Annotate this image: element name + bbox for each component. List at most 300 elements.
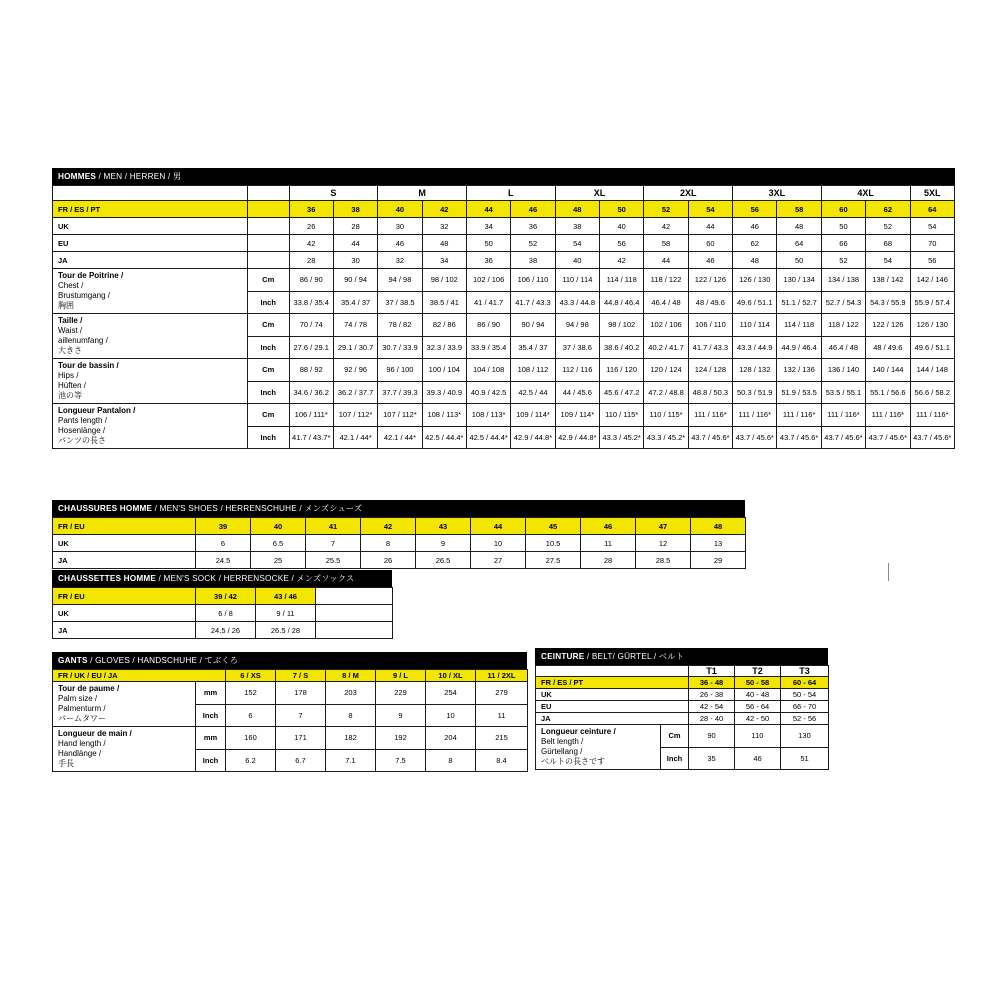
measure-label-line: Longueur de main / <box>58 729 132 738</box>
shoes-value: 25 <box>251 552 306 569</box>
men-measure-row-cm <box>53 269 955 292</box>
men-measure-value-cm: 140 / 144 <box>866 359 910 382</box>
men-measure-row-cm <box>53 404 955 427</box>
men-measure-value-inch: 56.6 / 58.2 <box>910 381 954 404</box>
measure-label-line: Longueur ceinture / <box>541 727 616 736</box>
men-size-group: 3XL <box>733 186 822 201</box>
gloves-size-value: 10 / XL <box>426 670 476 682</box>
men-measure-value-cm: 114 / 118 <box>777 314 821 337</box>
shoes-value: 6.5 <box>251 535 306 552</box>
gloves-measure-value-inch: 9 <box>376 704 426 727</box>
measure-label-line: aillenumfang / <box>58 336 108 345</box>
belt-measure-value-cm: 110 <box>735 725 781 748</box>
socks-row-label: JA <box>53 622 196 639</box>
men-code-value: 58 <box>777 201 821 218</box>
gloves-measure-value-inch: 6 <box>226 704 276 727</box>
men-measure-value-cm: 98 / 102 <box>422 269 466 292</box>
gloves-measure-value-inch: 8 <box>326 704 376 727</box>
belt-code-row <box>536 701 829 713</box>
gloves-measure-value-mm: 192 <box>376 727 426 750</box>
shoes-value: 10.5 <box>526 535 581 552</box>
men-measure-value-inch: 48.8 / 50.3 <box>688 381 732 404</box>
gloves-size-value: 7 / S <box>276 670 326 682</box>
belt-table <box>535 665 829 770</box>
men-code-value: 64 <box>910 201 954 218</box>
gloves-measure-value-mm: 279 <box>476 682 528 705</box>
unit-inch: Inch <box>247 426 289 449</box>
men-measure-value-cm: 98 / 102 <box>599 314 643 337</box>
men-measure-value-cm: 130 / 134 <box>777 269 821 292</box>
belt-code-row-label: EU <box>536 701 689 713</box>
men-code-value: 70 <box>910 235 954 252</box>
men-code-value: 62 <box>733 235 777 252</box>
men-measure-value-cm: 70 / 74 <box>289 314 333 337</box>
men-measure-value-cm: 106 / 110 <box>688 314 732 337</box>
men-measure-value-inch: 43.7 / 45.6* <box>821 426 865 449</box>
measure-label-line: ベルトの長さです <box>541 757 605 766</box>
shoes-value: 39 <box>196 518 251 535</box>
belt-title-bold: CEINTURE <box>541 652 585 661</box>
unit-cm: Cm <box>247 404 289 427</box>
men-measure-value-cm: 144 / 148 <box>910 359 954 382</box>
men-size-group: 5XL <box>910 186 954 201</box>
socks-row <box>53 588 393 605</box>
men-measure-value-cm: 132 / 136 <box>777 359 821 382</box>
men-code-row-label: JA <box>53 252 248 269</box>
gloves-measure-value-mm: 152 <box>226 682 276 705</box>
men-code-value: 34 <box>466 218 510 235</box>
shoes-value: 13 <box>691 535 746 552</box>
men-code-value: 48 <box>555 201 599 218</box>
unit-inch: Inch <box>661 747 689 770</box>
men-measure-value-inch: 42.9 / 44.8* <box>511 426 555 449</box>
men-code-row <box>53 201 955 218</box>
measure-label-line: Pants length / <box>58 416 107 425</box>
shoes-value: 47 <box>636 518 691 535</box>
men-measure-value-cm: 128 / 132 <box>733 359 777 382</box>
men-code-value: 54 <box>866 252 910 269</box>
men-measure-value-cm: 122 / 126 <box>688 269 732 292</box>
men-code-value: 64 <box>777 235 821 252</box>
men-code-value: 48 <box>733 252 777 269</box>
measure-label-line: Tour de Poitrine / <box>58 271 124 280</box>
shoes-row-label: UK <box>53 535 196 552</box>
page-tick-mark <box>888 563 889 581</box>
men-measure-value-cm: 92 / 96 <box>333 359 377 382</box>
measure-label-line: Longueur Pantalon / <box>58 406 136 415</box>
men-measure-value-cm: 110 / 115* <box>599 404 643 427</box>
shoes-value: 27 <box>471 552 526 569</box>
men-code-value: 40 <box>378 201 422 218</box>
measure-label-line: Hosenlänge / <box>58 426 106 435</box>
men-measure-value-inch: 43.3 / 45.2* <box>644 426 688 449</box>
shoes-value: 48 <box>691 518 746 535</box>
mens-shoes-table <box>52 517 746 569</box>
men-code-row-label: EU <box>53 235 248 252</box>
socks-value: 26.5 / 28 <box>256 622 316 639</box>
men-measure-value-inch: 37.7 / 39.3 <box>378 381 422 404</box>
socks-row-label: FR / EU <box>53 588 196 605</box>
unit-mm: mm <box>196 682 226 705</box>
belt-code-row <box>536 713 829 725</box>
gloves-measure-label <box>53 682 196 727</box>
men-measure-value-inch: 42.5 / 44.4* <box>466 426 510 449</box>
men-code-row-label: UK <box>53 218 248 235</box>
men-measure-value-inch: 41.7 / 43.7* <box>289 426 333 449</box>
men-code-value: 32 <box>422 218 466 235</box>
men-code-value: 52 <box>644 201 688 218</box>
gloves-measure-value-inch: 7 <box>276 704 326 727</box>
gloves-measure-label <box>53 727 196 772</box>
measure-label-line: 胸囲 <box>58 301 74 310</box>
men-measure-value-inch: 43.3 / 44.8 <box>555 291 599 314</box>
gloves-title-bold: GANTS <box>58 656 88 665</box>
men-measure-value-cm: 118 / 122 <box>644 269 688 292</box>
belt-measure-row-cm <box>536 725 829 748</box>
men-code-value: 42 <box>289 235 333 252</box>
gloves-measure-value-mm: 203 <box>326 682 376 705</box>
unit-cm: Cm <box>247 314 289 337</box>
men-code-value: 46 <box>733 218 777 235</box>
gloves-measure-value-mm: 171 <box>276 727 326 750</box>
men-code-value: 50 <box>777 252 821 269</box>
men-code-value: 44 <box>466 201 510 218</box>
men-measure-value-cm: 104 / 108 <box>466 359 510 382</box>
men-measure-value-inch: 43.3 / 45.2* <box>599 426 643 449</box>
men-code-value: 42 <box>422 201 466 218</box>
men-code-value: 44 <box>333 235 377 252</box>
men-code-value: 46 <box>378 235 422 252</box>
men-measure-label <box>53 404 248 449</box>
men-measure-value-inch: 43.7 / 45.6* <box>688 426 732 449</box>
gloves-measure-value-inch: 8 <box>426 749 476 772</box>
men-measure-value-inch: 44.9 / 46.4 <box>777 336 821 359</box>
gloves-size-value: 11 / 2XL <box>476 670 528 682</box>
belt-code-row-label: FR / ES / PT <box>536 677 689 689</box>
socks-spacer-cell <box>316 622 393 639</box>
men-unit-cell <box>247 235 289 252</box>
men-measure-value-inch: 33.8 / 35.4 <box>289 291 333 314</box>
men-code-value: 40 <box>599 218 643 235</box>
belt-size-header: T1 <box>689 666 735 677</box>
unit-inch: Inch <box>247 381 289 404</box>
gloves-table <box>52 669 528 772</box>
spacer-cell <box>53 186 248 201</box>
men-measure-value-inch: 41 / 41.7 <box>466 291 510 314</box>
socks-value: 39 / 42 <box>196 588 256 605</box>
men-measure-value-cm: 111 / 116* <box>777 404 821 427</box>
men-size-group: 4XL <box>821 186 910 201</box>
socks-spacer-cell <box>316 588 393 605</box>
men-code-value: 56 <box>733 201 777 218</box>
men-code-value: 30 <box>333 252 377 269</box>
men-measure-value-inch: 38.5 / 41 <box>422 291 466 314</box>
men-code-value: 50 <box>466 235 510 252</box>
shoes-value: 26 <box>361 552 416 569</box>
gloves-measure-value-mm: 204 <box>426 727 476 750</box>
men-measure-value-inch: 27.6 / 29.1 <box>289 336 333 359</box>
men-measure-row-cm <box>53 314 955 337</box>
men-code-value: 60 <box>821 201 865 218</box>
men-measure-value-cm: 74 / 78 <box>333 314 377 337</box>
men-code-value: 50 <box>821 218 865 235</box>
gloves-measure-value-mm: 254 <box>426 682 476 705</box>
men-code-value: 30 <box>378 218 422 235</box>
belt-size-header-row <box>536 666 829 677</box>
shoes-value: 12 <box>636 535 691 552</box>
belt-code-value: 42 - 50 <box>735 713 781 725</box>
gloves-measure-value-mm: 229 <box>376 682 426 705</box>
belt-code-value: 36 - 48 <box>689 677 735 689</box>
belt-code-value: 52 - 56 <box>781 713 829 725</box>
men-measure-label <box>53 359 248 404</box>
shoes-value: 27.5 <box>526 552 581 569</box>
socks-row-label: UK <box>53 605 196 622</box>
belt-section <box>535 648 828 770</box>
men-code-value: 46 <box>688 252 732 269</box>
men-measure-value-inch: 43.7 / 45.6* <box>777 426 821 449</box>
men-measure-value-inch: 44 / 45.6 <box>555 381 599 404</box>
men-measure-value-cm: 106 / 111* <box>289 404 333 427</box>
men-size-group-row <box>53 186 955 201</box>
men-measure-value-cm: 100 / 104 <box>422 359 466 382</box>
men-code-value: 26 <box>289 218 333 235</box>
gloves-measure-value-inch: 7.5 <box>376 749 426 772</box>
belt-measure-value-inch: 35 <box>689 747 735 770</box>
men-code-value: 58 <box>644 235 688 252</box>
belt-code-value: 42 - 54 <box>689 701 735 713</box>
shoes-value: 46 <box>581 518 636 535</box>
shoes-row <box>53 552 746 569</box>
measure-label-line: Handlänge / <box>58 749 102 758</box>
gloves-section <box>52 652 527 772</box>
men-code-value: 44 <box>644 252 688 269</box>
men-measure-value-cm: 122 / 126 <box>866 314 910 337</box>
men-code-value: 36 <box>511 218 555 235</box>
men-measure-value-inch: 48 / 49.6 <box>866 336 910 359</box>
men-measure-value-inch: 43.7 / 45.6* <box>733 426 777 449</box>
shoes-value: 28.5 <box>636 552 691 569</box>
men-measure-value-cm: 108 / 112 <box>511 359 555 382</box>
men-measure-value-cm: 109 / 114* <box>555 404 599 427</box>
shoes-value: 44 <box>471 518 526 535</box>
men-measure-value-cm: 94 / 98 <box>555 314 599 337</box>
belt-measure-value-inch: 46 <box>735 747 781 770</box>
men-measure-value-inch: 40.9 / 42.5 <box>466 381 510 404</box>
shoes-row-label: FR / EU <box>53 518 196 535</box>
belt-code-row-label: UK <box>536 689 689 701</box>
men-measure-value-inch: 49.6 / 51.1 <box>910 336 954 359</box>
gloves-section-title <box>52 652 527 669</box>
men-size-group: 2XL <box>644 186 733 201</box>
men-code-value: 66 <box>821 235 865 252</box>
measure-label-line: 池の等 <box>58 391 82 400</box>
socks-title-rest: / MEN'S SOCK / HERRENSOCKE / メンズソックス <box>156 574 355 583</box>
men-code-value: 34 <box>422 252 466 269</box>
men-measure-value-inch: 37 / 38.6 <box>555 336 599 359</box>
shoes-value: 10 <box>471 535 526 552</box>
men-code-row <box>53 235 955 252</box>
men-measure-value-inch: 40.2 / 41.7 <box>644 336 688 359</box>
gloves-measure-value-mm: 182 <box>326 727 376 750</box>
socks-section-title <box>52 570 392 587</box>
socks-spacer-cell <box>316 605 393 622</box>
shoes-value: 6 <box>196 535 251 552</box>
men-measure-value-inch: 29.1 / 30.7 <box>333 336 377 359</box>
men-measure-value-inch: 51.1 / 52.7 <box>777 291 821 314</box>
men-code-value: 44 <box>688 218 732 235</box>
men-code-value: 54 <box>910 218 954 235</box>
men-title-bold: HOMMES <box>58 172 97 181</box>
gloves-measure-value-inch: 11 <box>476 704 528 727</box>
men-measure-value-inch: 39.3 / 40.9 <box>422 381 466 404</box>
socks-title-bold: CHAUSSETTES HOMME <box>58 574 157 583</box>
men-measure-value-cm: 107 / 112* <box>333 404 377 427</box>
gloves-measure-row-mm <box>53 682 528 705</box>
gloves-measure-value-inch: 6.2 <box>226 749 276 772</box>
men-measure-value-cm: 111 / 116* <box>821 404 865 427</box>
men-measure-label <box>53 269 248 314</box>
belt-code-value: 28 - 40 <box>689 713 735 725</box>
men-size-group: L <box>466 186 555 201</box>
shoes-value: 40 <box>251 518 306 535</box>
measure-label-line: Brustumgang / <box>58 291 111 300</box>
measure-label-line: 手長 <box>58 759 74 768</box>
shoes-value: 8 <box>361 535 416 552</box>
unit-cm: Cm <box>661 725 689 748</box>
belt-code-row <box>536 689 829 701</box>
mens-socks-section <box>52 570 392 639</box>
belt-code-row <box>536 677 829 689</box>
gloves-measure-value-inch: 8.4 <box>476 749 528 772</box>
men-measure-value-cm: 110 / 115* <box>644 404 688 427</box>
mens-socks-table <box>52 587 393 639</box>
men-measure-value-inch: 36.2 / 37.7 <box>333 381 377 404</box>
men-code-value: 68 <box>866 235 910 252</box>
men-measure-value-inch: 48 / 49.6 <box>688 291 732 314</box>
men-measure-value-cm: 112 / 116 <box>555 359 599 382</box>
men-measure-value-cm: 136 / 140 <box>821 359 865 382</box>
belt-measure-value-cm: 90 <box>689 725 735 748</box>
unit-inch: Inch <box>247 336 289 359</box>
men-measure-value-cm: 108 / 113* <box>422 404 466 427</box>
men-measure-value-inch: 51.9 / 53.5 <box>777 381 821 404</box>
men-measure-value-cm: 94 / 98 <box>378 269 422 292</box>
belt-size-header: T2 <box>735 666 781 677</box>
spacer-cell <box>247 186 289 201</box>
shoes-value: 42 <box>361 518 416 535</box>
men-measure-value-inch: 34.6 / 36.2 <box>289 381 333 404</box>
unit-inch: Inch <box>196 749 226 772</box>
shoes-title-bold: CHAUSSURES HOMME <box>58 504 153 513</box>
gloves-size-value: 6 / XS <box>226 670 276 682</box>
men-measure-value-inch: 55.1 / 56.6 <box>866 381 910 404</box>
gloves-title-rest: / GLOVES / HANDSCHUHE / てぶくろ <box>87 656 239 665</box>
men-measure-value-cm: 114 / 118 <box>599 269 643 292</box>
measure-label-line: Chest / <box>58 281 84 290</box>
measure-label-line: Hips / <box>58 371 79 380</box>
men-code-value: 52 <box>866 218 910 235</box>
men-measure-value-inch: 42.5 / 44.4* <box>422 426 466 449</box>
measure-label-line: Palm size / <box>58 694 98 703</box>
men-unit-cell <box>247 252 289 269</box>
men-code-value: 38 <box>555 218 599 235</box>
measure-label-line: パンツの長さ <box>58 436 106 445</box>
men-code-row <box>53 252 955 269</box>
men-measure-value-inch: 50.3 / 51.9 <box>733 381 777 404</box>
men-measure-value-cm: 134 / 138 <box>821 269 865 292</box>
men-measure-value-inch: 38.6 / 40.2 <box>599 336 643 359</box>
men-code-value: 38 <box>511 252 555 269</box>
measure-label-line: Belt length / <box>541 737 584 746</box>
socks-row <box>53 622 393 639</box>
men-measure-label <box>53 314 248 359</box>
shoes-value: 25.5 <box>306 552 361 569</box>
men-unit-cell <box>247 201 289 218</box>
men-measure-value-inch: 54.3 / 55.9 <box>866 291 910 314</box>
measure-label-line: Hüften / <box>58 381 87 390</box>
men-measure-value-cm: 82 / 86 <box>422 314 466 337</box>
men-measure-value-cm: 90 / 94 <box>511 314 555 337</box>
men-measure-value-inch: 42.5 / 44 <box>511 381 555 404</box>
gloves-measure-value-mm: 160 <box>226 727 276 750</box>
men-measure-value-inch: 43.7 / 45.6* <box>866 426 910 449</box>
men-measure-value-inch: 46.4 / 48 <box>644 291 688 314</box>
measure-label-line: Tour de paume / <box>58 684 120 693</box>
men-measure-value-cm: 138 / 142 <box>866 269 910 292</box>
shoes-value: 43 <box>416 518 471 535</box>
gloves-size-value: 8 / M <box>326 670 376 682</box>
spacer-cell <box>536 666 689 677</box>
men-measure-value-cm: 96 / 100 <box>378 359 422 382</box>
men-measure-value-inch: 42.1 / 44* <box>333 426 377 449</box>
shoes-title-rest: / MEN'S SHOES / HERRENSCHUHE / メンズシューズ <box>152 504 363 513</box>
men-code-value: 28 <box>333 218 377 235</box>
men-measure-value-cm: 86 / 90 <box>289 269 333 292</box>
mens-shoes-section <box>52 500 745 569</box>
unit-inch: Inch <box>247 291 289 314</box>
men-measure-value-cm: 102 / 106 <box>644 314 688 337</box>
men-measure-value-inch: 35.4 / 37 <box>333 291 377 314</box>
men-measure-value-cm: 111 / 116* <box>866 404 910 427</box>
shoes-value: 9 <box>416 535 471 552</box>
men-measure-value-cm: 118 / 122 <box>821 314 865 337</box>
men-measure-value-cm: 109 / 114* <box>511 404 555 427</box>
men-code-row <box>53 218 955 235</box>
men-size-table <box>52 185 955 449</box>
men-measure-value-cm: 111 / 116* <box>688 404 732 427</box>
men-measure-value-inch: 44.8 / 46.4 <box>599 291 643 314</box>
men-measure-value-inch: 37 / 38.5 <box>378 291 422 314</box>
belt-code-value: 50 - 54 <box>781 689 829 701</box>
men-code-value: 48 <box>777 218 821 235</box>
gloves-size-row <box>53 670 528 682</box>
men-measure-value-cm: 78 / 82 <box>378 314 422 337</box>
gloves-measure-value-inch: 6.7 <box>276 749 326 772</box>
men-code-value: 38 <box>333 201 377 218</box>
socks-value: 24.5 / 26 <box>196 622 256 639</box>
measure-label-line: Hand length / <box>58 739 106 748</box>
measure-label-line: Taille / <box>58 316 83 325</box>
belt-measure-value-cm: 130 <box>781 725 829 748</box>
men-code-row-label: FR / ES / PT <box>53 201 248 218</box>
men-measure-value-cm: 120 / 124 <box>644 359 688 382</box>
men-measure-value-cm: 110 / 114 <box>555 269 599 292</box>
men-measure-value-cm: 88 / 92 <box>289 359 333 382</box>
unit-inch: Inch <box>196 704 226 727</box>
shoes-value: 11 <box>581 535 636 552</box>
belt-code-row-label: JA <box>536 713 689 725</box>
